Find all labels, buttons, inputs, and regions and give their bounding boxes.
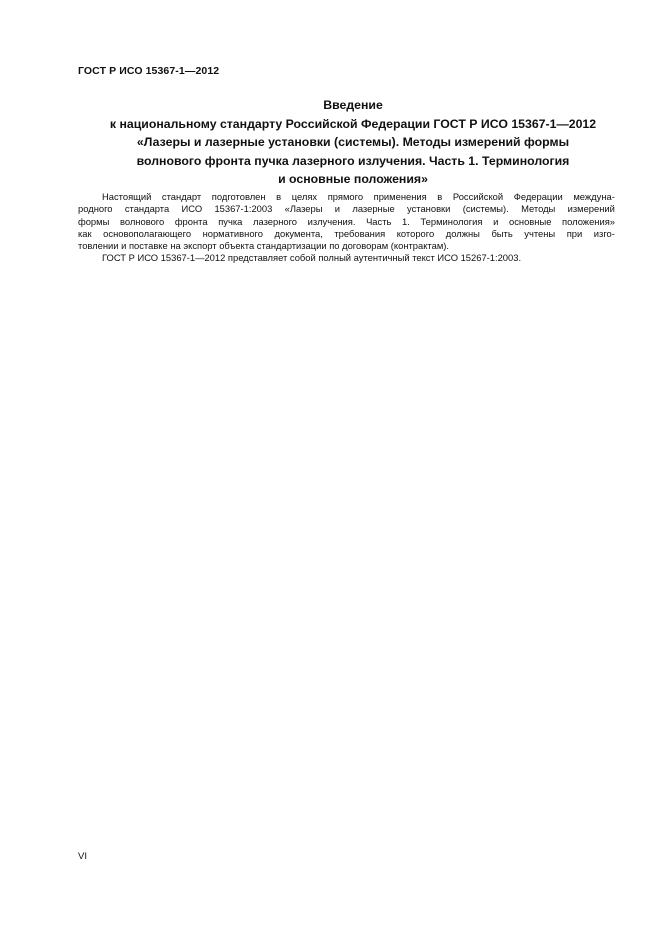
paragraph-text: ГОСТ Р ИСО 15367-1—2012 представляет собой полный аутентичный текст ИСО 15267-1:2003. [102,252,522,264]
introduction-body [78,191,615,265]
paragraph-line: родного стандарта ИСО 15367-1:2003 «Лазеры и лазерные установки (системы). Методы измерений [78,203,615,215]
title-line: к национальному стандарту Российской Федерации ГОСТ Р ИСО 15367-1—2012 [109,116,597,131]
paragraph-line: формы волнового фронта пучка лазерного излучения. Часть 1. Терминология и основные положения» [78,215,615,227]
title-line: волнового фронта пучка лазерного излучения. Часть 1. Терминология [136,153,570,168]
title-heading: Введение [323,98,383,112]
running-header: ГОСТ Р ИСО 15367-1—2012 [78,65,220,77]
title-line: и основные положения» [278,172,428,187]
introduction-title [60,96,646,189]
paragraph-line: Настоящий стандарт подготовлен в целях прямого применения в Российской Федерации междуна- [102,191,615,202]
paragraph-line: как основополагающего нормативного документа, требования которого должны быть учтены при изго- [78,227,615,239]
paragraph-line: товлении и поставке на экспорт объекта стандартизации по договорам (контрактам). [78,240,450,252]
page-number: VI [78,851,87,862]
title-line: «Лазеры и лазерные установки (системы). Методы измерений формы [136,135,570,150]
